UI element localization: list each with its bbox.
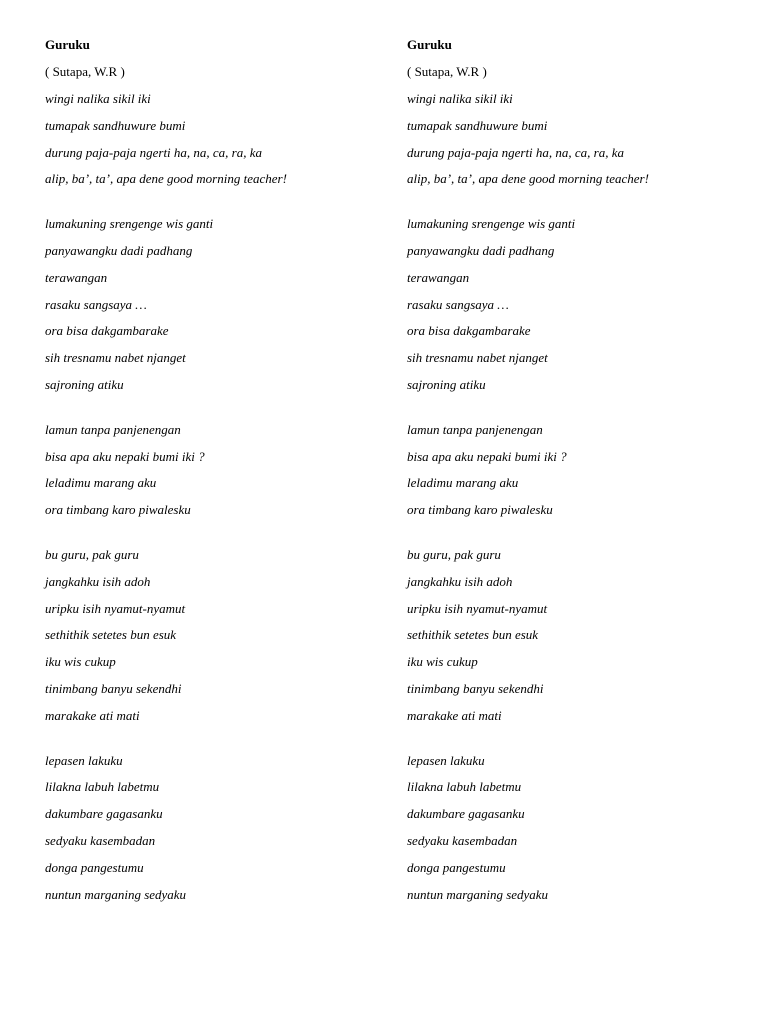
poem-line: dakumbare gagasanku: [407, 806, 525, 822]
poem-line: alip, ba’, ta’, apa dene good morning teacher!: [407, 171, 649, 187]
poem-title: Guruku: [407, 37, 452, 52]
poem-column-right: [407, 36, 747, 930]
poem-line: bisa apa aku nepaki bumi iki ?: [407, 448, 567, 464]
poem-line: leladimu marang aku: [45, 475, 157, 491]
poem-line: sih tresnamu nabet njanget: [45, 350, 186, 366]
poem-line: leladimu marang aku: [407, 475, 519, 491]
poem-line: durung paja-paja ngerti ha, na, ca, ra, ka: [407, 144, 625, 160]
poem-line: lilakna labuh labetmu: [45, 779, 160, 795]
poem-line: ora bisa dakgambarake: [45, 323, 169, 339]
poem-line: wingi nalika sikil iki: [407, 91, 513, 106]
poem-line: iku wis cukup: [45, 654, 116, 670]
stanza-1: [407, 90, 747, 188]
poem-line: lepasen lakuku: [45, 752, 123, 768]
poem-line: lamun tanpa panjenengan: [45, 421, 181, 437]
poem-line: ora timbang karo piwalesku: [45, 502, 191, 518]
poem-line: nuntun marganing sedyaku: [45, 886, 187, 902]
poem-line: sajroning atiku: [45, 376, 124, 392]
poem-line: marakake ati mati: [45, 707, 140, 723]
poem-line: panyawangku dadi padhang: [45, 242, 193, 258]
poem-line: sethithik setetes bun esuk: [407, 627, 539, 643]
poem-line: sedyaku kasembadan: [45, 832, 156, 848]
stanza-1: [45, 90, 385, 188]
poem-line: jangkahku isih adoh: [407, 573, 513, 589]
stanza-3: [45, 421, 385, 519]
stanza-3: [407, 421, 747, 519]
poem-line: tinimbang banyu sekendhi: [407, 680, 544, 696]
poem-line: jangkahku isih adoh: [45, 573, 151, 589]
poem-line: wingi nalika sikil iki: [45, 91, 151, 106]
poem-line: sethithik setetes bun esuk: [45, 627, 177, 643]
poem-line: terawangan: [407, 269, 470, 285]
poem-line: bisa apa aku nepaki bumi iki ?: [45, 448, 205, 464]
poem-line: lepasen lakuku: [407, 752, 485, 768]
poem-line: tinimbang banyu sekendhi: [45, 680, 182, 696]
poem-line: durung paja-paja ngerti ha, na, ca, ra, ka: [45, 144, 263, 160]
poem-line: iku wis cukup: [407, 654, 478, 670]
poem-author: ( Sutapa, W.R ): [45, 64, 125, 79]
poem-line: sedyaku kasembadan: [407, 832, 518, 848]
poem-line: panyawangku dadi padhang: [407, 242, 555, 258]
poem-line: bu guru, pak guru: [407, 546, 501, 562]
poem-line: lumakuning srengenge wis ganti: [45, 216, 214, 232]
poem-line: donga pangestumu: [407, 859, 506, 875]
poem-line: sih tresnamu nabet njanget: [407, 350, 548, 366]
poem-line: uripku isih nyamut-nyamut: [407, 600, 548, 616]
stanza-2: [407, 215, 747, 394]
poem-line: ora bisa dakgambarake: [407, 323, 531, 339]
poem-line: alip, ba’, ta’, apa dene good morning teacher!: [45, 171, 287, 187]
stanza-4: [45, 546, 385, 725]
poem-line: donga pangestumu: [45, 859, 144, 875]
poem-author: ( Sutapa, W.R ): [407, 64, 487, 79]
poem-line: rasaku sangsaya …: [407, 296, 509, 312]
stanza-2: [45, 215, 385, 394]
poem-column-left: [45, 36, 385, 930]
poem-line: terawangan: [45, 269, 108, 285]
stanza-4: [407, 546, 747, 725]
poem-line: tumapak sandhuwure bumi: [407, 117, 548, 133]
poem-line: nuntun marganing sedyaku: [407, 886, 549, 902]
poem-line: ora timbang karo piwalesku: [407, 502, 553, 518]
poem-line: lamun tanpa panjenengan: [407, 421, 543, 437]
poem-line: tumapak sandhuwure bumi: [45, 117, 186, 133]
poem-line: dakumbare gagasanku: [45, 806, 163, 822]
poem-line: marakake ati mati: [407, 707, 502, 723]
poem-line: sajroning atiku: [407, 376, 486, 392]
poem-line: rasaku sangsaya …: [45, 296, 147, 312]
stanza-5: [45, 752, 385, 904]
poem-line: bu guru, pak guru: [45, 546, 139, 562]
poem-title: Guruku: [45, 37, 90, 52]
poem-line: lilakna labuh labetmu: [407, 779, 522, 795]
poem-line: uripku isih nyamut-nyamut: [45, 600, 186, 616]
poem-line: lumakuning srengenge wis ganti: [407, 216, 576, 232]
stanza-5: [407, 752, 747, 904]
